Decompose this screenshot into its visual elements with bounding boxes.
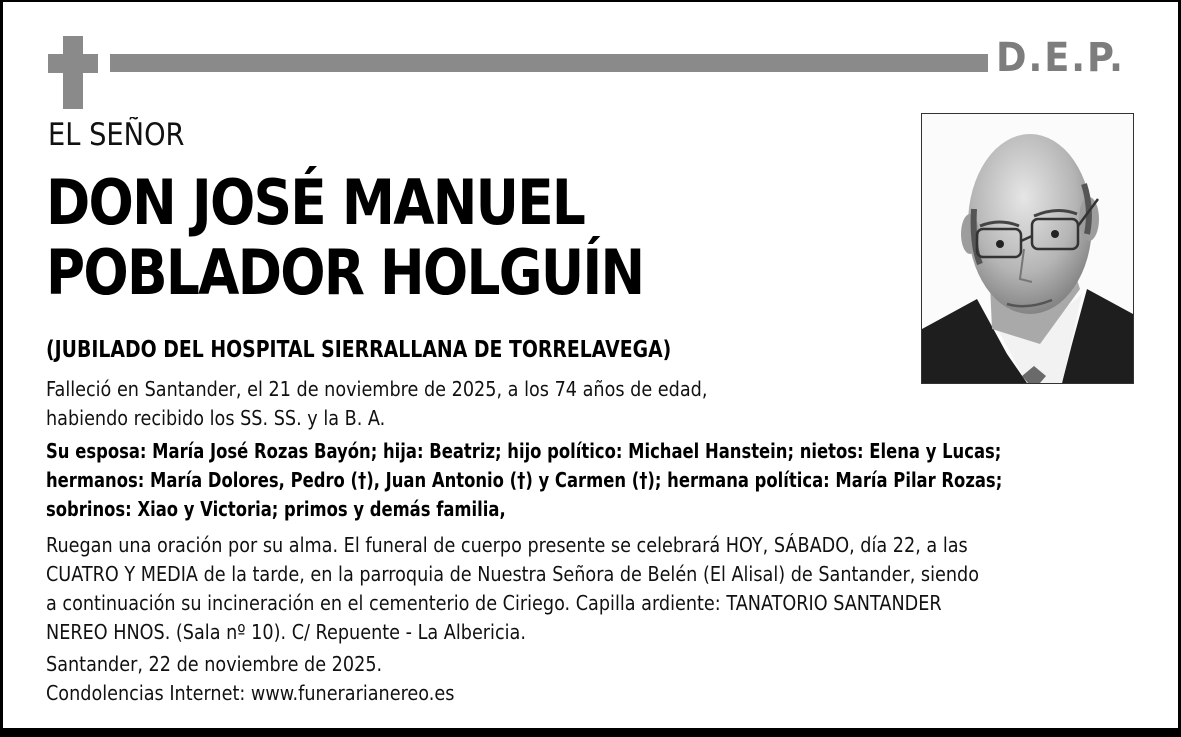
condolences-link[interactable]: Condolencias Internet: www.funerarianereo.es — [46, 681, 455, 705]
family-list — [46, 437, 1002, 524]
portrait-image — [922, 114, 1133, 383]
family-line: hermanos: María Dolores, Pedro (†), Juan Antonio (†) y Carmen (†); hermana política: María Pilar Rozas; — [46, 468, 1003, 492]
bottom-border — [0, 728, 1181, 737]
portrait-photo — [921, 113, 1134, 384]
family-line: sobrinos: Xiao y Victoria; primos y demás familia, — [46, 497, 506, 521]
death-notice-line: Falleció en Santander, el 21 de noviembre de 2025, a los 74 años de edad, — [46, 377, 708, 401]
name-line-1: DON JOSÉ MANUEL — [46, 166, 585, 239]
occupation: (JUBILADO DEL HOSPITAL SIERRALLANA DE TORRELAVEGA) — [46, 337, 672, 363]
funeral-line: Ruegan una oración por su alma. El funeral de cuerpo presente se celebrará HOY, SÁBADO, día 22, a las — [46, 533, 968, 557]
name-line-2: POBLADOR HOLGUÍN — [46, 236, 644, 309]
honorific: EL SEÑOR — [48, 117, 185, 153]
death-notice — [46, 375, 707, 433]
funeral-line: a continuación su incineración en el cementerio de Ciriego. Capilla ardiente: TANATORIO SANTANDER — [46, 591, 942, 615]
header-rule — [110, 54, 988, 72]
cross-horizontal-bar — [48, 54, 98, 73]
death-notice-line: habiendo recibido los SS. SS. y la B. A. — [46, 406, 386, 430]
footer — [46, 650, 454, 708]
funeral-line: NEREO HNOS. (Sala nº 10). C/ Repuente - La Albericia. — [46, 620, 526, 644]
funeral-line: CUATRO Y MEDIA de la tarde, en la parroquia de Nuestra Señora de Belén (El Alisal) de Santander, siendo — [46, 562, 979, 586]
deceased-name — [46, 168, 643, 308]
dep-label: D.E.P. — [996, 35, 1125, 81]
family-line: Su esposa: María José Rozas Bayón; hija: Beatriz; hijo político: Michael Hanstein; nietos: Elena y Lucas; — [46, 439, 1002, 463]
funeral-details — [46, 531, 979, 647]
place-date: Santander, 22 de noviembre de 2025. — [46, 652, 383, 676]
